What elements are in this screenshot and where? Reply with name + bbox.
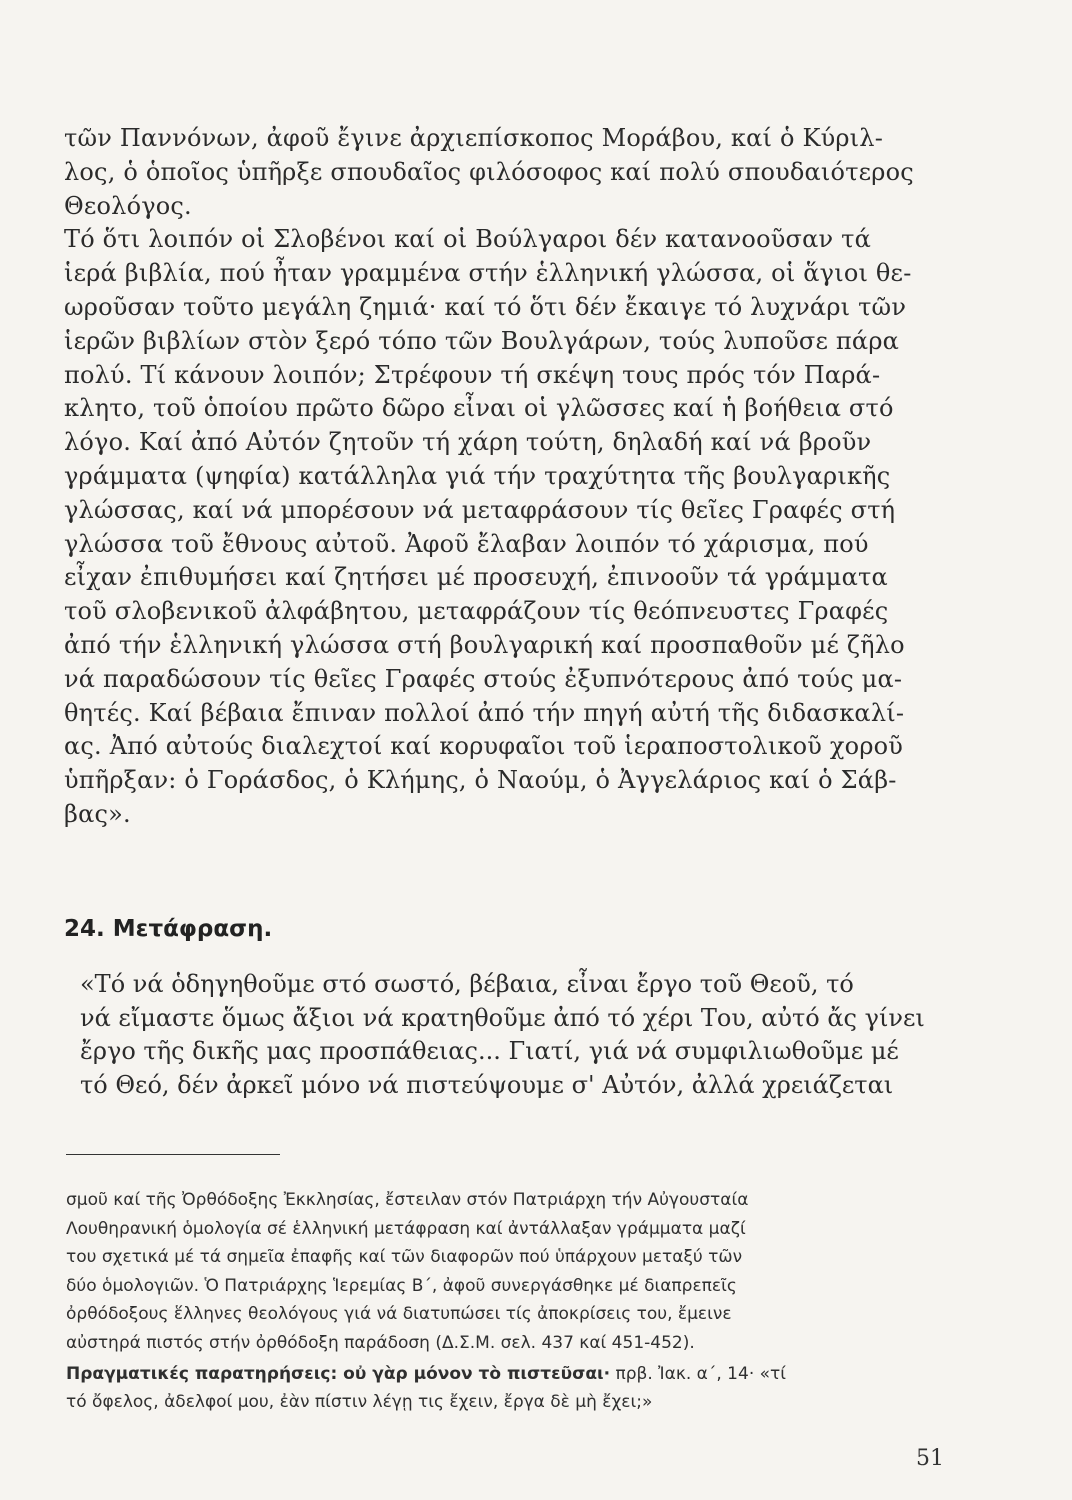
footnote-2 (66, 1360, 946, 1417)
section-heading: 24. Μετάφραση. (64, 916, 273, 942)
quote-paragraph: «Τό νά ὁδηγηθοῦμε στό σωστό, βέβαια, εἶναι ἔργο τοῦ Θεοῦ, τό νά εἴμαστε ὅμως ἄξιοι νά κρατηθοῦμε ἀπό τό χέρι Του, αὐτό ἄς γίνει ἔργο τῆς δικῆς μας προσπάθειας... Γιατί, γιά νά συμφιλιωθοῦμε μέ τό Θεό, δέν ἀρκεῖ μόνο νά πιστεύψουμε σ' Αὐτόν, ἀλλά χρειάζεται (80, 970, 925, 1099)
footnote-1: σμοῦ καί τῆς Ὀρθόδοξης Ἐκκλησίας, ἔστειλαν στόν Πατριάρχη τήν Αὐγουσταία Λουθηρανική ὁμολογία σέ ἑλληνική μετάφραση καί ἀντάλλαξαν γράμματα μαζί του σχετικά μέ τά σημεῖα ἐπαφῆς καί τῶν διαφορῶν πού ὑπάρχουν μεταξύ τῶν δύο ὁμολογιῶν. Ὁ Πατριάρχης Ἱερεμίας Β΄, ἀφοῦ συνεργάσθηκε μέ διαπρεπεῖς ὀρθόδοξους ἕλληνες θεολόγους γιά νά διατυπώσει τίς ἀποκρίσεις του, ἔμεινε αὐστηρά πιστός στήν ὀρθόδοξη παράδοση (Δ.Σ.Μ. σελ. 437 καί 451-452). (66, 1190, 749, 1353)
page-number: 51 (916, 1446, 944, 1471)
footnote-divider (66, 1154, 280, 1155)
main-body-text (64, 122, 1004, 832)
footnotes (66, 1186, 946, 1417)
body-paragraph-2: Τό ὅτι λοιπόν οἱ Σλοβένοι καί οἱ Βούλγαροι δέν κατανοοῦσαν τά ἱερά βιβλία, πού ἦταν γραμμένα στήν ἑλληνική γλώσσα, οἱ ἅγιοι θε- ωροῦσαν τοῦτο μεγάλη ζημιά· καί τό ὅτι δέν ἔκαιγε τό λυχνάρι τῶν ἱερῶν βιβλίων στὸν ξερό τόπο τῶν Βουλγάρων, τούς λυποῦσε πάρα πολύ. Τί κάνουν λοιπόν; Στρέφουν τή σκέψη τους πρός τόν Παρά- κλητο, τοῦ ὁποίου πρῶτο δῶρο εἶναι οἱ γλῶσσες καί ἡ βοήθεια στό λόγο. Καί ἀπό Αὐτόν ζητοῦν τή χάρη τούτη, δηλαδή καί νά βροῦν γράμματα (ψηφία) κατάλληλα γιά τήν τραχύτητα τῆς βουλγαρικῆς γλώσσας, καί νά μπορέσουν νά μεταφράσουν τίς θεῖες Γραφές στή γλώσσα τοῦ ἔθνους αὐτοῦ. Ἀφοῦ ἔλαβαν λοιπόν τό χάρισμα, πού εἶχαν ἐπιθυμήσει καί ζητήσει μέ προσευχή, ἐπινοοῦν τά γράμματα τοῦ σλοβενικοῦ ἀλφάβητου, μεταφράζουν τίς θεόπνευστες Γραφές ἀπό τήν ἑλληνική γλώσσα στή βουλγαρική καί προσπαθοῦν μέ ζῆλο νά παραδώσουν τίς θεῖες Γραφές στούς ἐξυπνότερους ἀπό τούς μα- θητές. Καί βέβαια ἔπιναν πολλοί ἀπό τήν πηγή αὐτή τῆς διδασκαλί- ας. Ἀπό αὐτούς διαλεχτοί καί κορυφαῖοι τοῦ ἱεραποστολικοῦ χοροῦ ὑπῆρξαν: ὁ Γοράσδος, ὁ Κλήμης, ὁ Ναούμ, ὁ Ἀγγελάριος καί ὁ Σάβ- βας». (64, 225, 912, 828)
body-paragraph-1: τῶν Παννόνων, ἀφοῦ ἔγινε ἀρχιεπίσκοπος Μοράβου, καί ὁ Κύριλ- λος, ὁ ὁποῖος ὑπῆρξε σπουδαῖος φιλόσοφος καί πολύ σπουδαιότερος Θεολόγος. (64, 124, 914, 220)
footnote-2-text: πρβ. Ἰακ. α΄, 14· «τί τό ὄφελος, ἀδελφοί μου, ἐὰν πίστιν λέγῃ τις ἔχειν, ἔργα δὲ μὴ ἔχει;» (66, 1363, 787, 1413)
footnote-2-bold-lead: Πραγματικές παρατηρήσεις: οὐ γὰρ μόνον τὸ πιστεῦσαι· (66, 1363, 611, 1384)
